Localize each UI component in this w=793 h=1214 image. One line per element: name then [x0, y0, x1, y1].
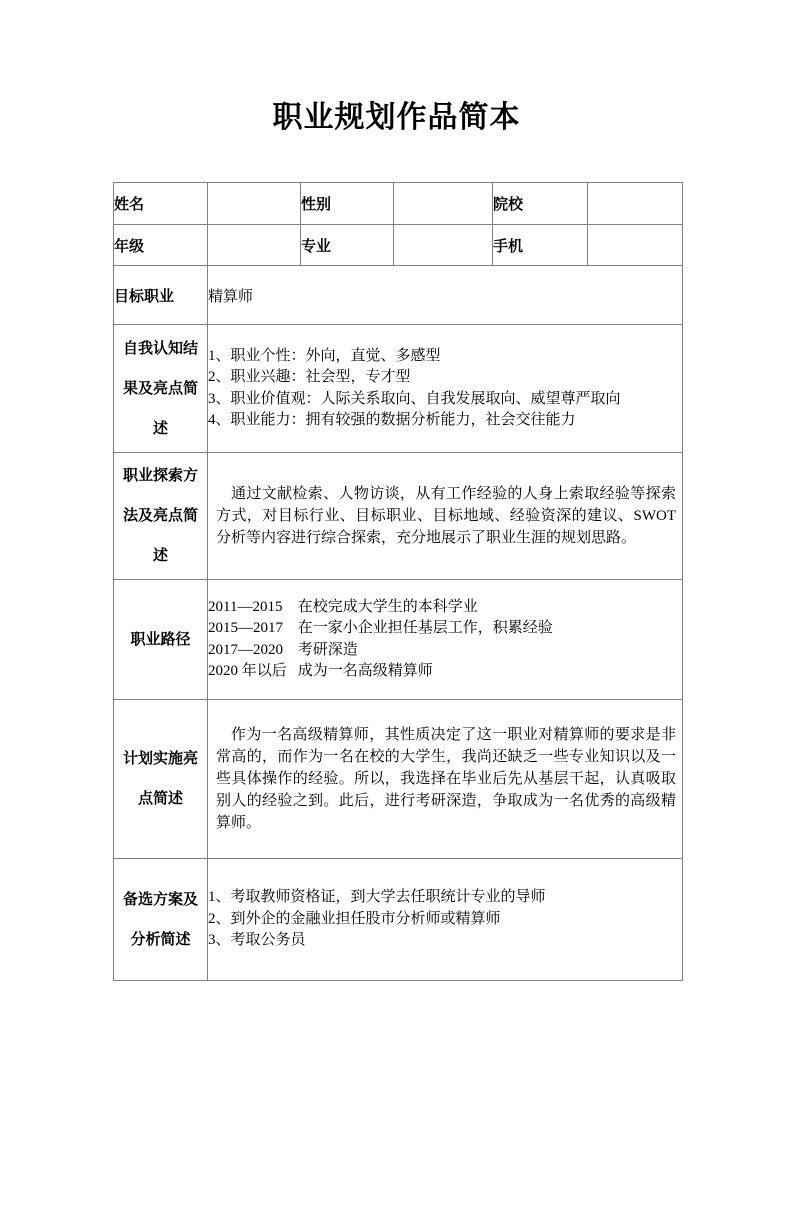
timeline-desc: 在校完成大学生的本科学业: [297, 598, 478, 615]
page-title: 职业规划作品简本: [272, 101, 521, 134]
paragraph: 通过文献检索、人物访谈，从有工作经验的人身上索取经验等探索方式，对目标行业、目标职业、目标地域、经验资深的建议、SWOT分析等内容进行综合探索，充分地展示了职业生涯的规划思路。: [216, 486, 676, 546]
name-value-cell: [208, 183, 301, 225]
career-path-content: [208, 580, 683, 700]
timeline-item: [208, 597, 682, 619]
timeline-item: [208, 618, 682, 640]
timeline-desc: 考研深造: [297, 641, 358, 658]
name-label: 姓名: [114, 183, 208, 225]
implementation-label-text: 计划实施亮点简述: [122, 751, 198, 807]
school-value-cell: [588, 183, 683, 225]
phone-value-cell: [588, 225, 683, 266]
career-path-row: [114, 580, 683, 700]
timeline-period: 2020 年以后: [208, 663, 287, 679]
school-label: 院校: [493, 183, 588, 225]
list-item: 1、考取教师资格证，到大学去任职统计专业的导师: [208, 889, 546, 906]
implementation-label: [114, 700, 208, 859]
list-item: 2、到外企的金融业担任股市分析师或精算师: [208, 910, 501, 927]
major-value-cell: [394, 225, 493, 266]
implementation-row: [114, 700, 683, 859]
info-row-2: [114, 225, 683, 266]
target-career-label: 目标职业: [114, 266, 208, 325]
major-label: 专业: [301, 225, 394, 266]
timeline-item: [208, 661, 682, 683]
alternatives-label: [114, 859, 208, 981]
list-item: 2、职业兴趣：社会型，专才型: [208, 369, 411, 385]
exploration-label: [114, 453, 208, 580]
paragraph: 作为一名高级精算师，其性质决定了这一职业对精算师的要求是非常高的，而作为一名在校的大学生，我尚还缺乏一些专业知识以及一些具体操作的经验。所以，我选择在毕业后先从基层干起，认真吸取别人的经验之到。此后，进行考研深造，争取成为一名优秀的高级精算师。: [216, 727, 676, 831]
alternatives-label-text: 备选方案及分析简述: [122, 891, 198, 948]
career-plan-table: [113, 182, 683, 981]
alternatives-row: [114, 859, 683, 981]
info-row-1: [114, 183, 683, 225]
timeline-desc: 在一家小企业担任基层工作，积累经验: [297, 620, 553, 636]
target-career-row: [114, 266, 683, 325]
career-path-label-text: 职业路径: [130, 631, 191, 648]
self-awareness-label: [114, 325, 208, 453]
alternatives-content: [208, 859, 683, 981]
grade-value-cell: [208, 225, 301, 266]
self-awareness-row: [114, 325, 683, 453]
timeline-desc: 成为一名高级精算师: [297, 663, 433, 679]
exploration-content: [208, 453, 683, 580]
timeline-period: 2015—2017: [208, 620, 283, 636]
self-awareness-label-text: 自我认知结果及亮点简述: [122, 340, 198, 437]
list-item: 3、考取公务员: [208, 932, 306, 949]
implementation-content: [208, 700, 683, 859]
timeline-period: 2017—2020: [208, 641, 283, 658]
career-path-label: [114, 580, 208, 700]
target-career-value: 精算师: [208, 266, 683, 325]
gender-value-cell: [394, 183, 493, 225]
self-awareness-content: [208, 325, 683, 453]
list-item: 1、职业个性：外向，直觉、多感型: [208, 347, 441, 364]
exploration-label-text: 职业探索方法及亮点简述: [122, 468, 198, 564]
timeline-item: [208, 640, 682, 662]
list-item: 4、职业能力：拥有较强的数据分析能力，社会交往能力: [208, 412, 576, 428]
phone-label: 手机: [493, 225, 588, 266]
list-item: 3、职业价值观：人际关系取向、自我发展取向、威望尊严取向: [208, 390, 621, 407]
exploration-row: [114, 453, 683, 580]
grade-label: 年级: [114, 225, 208, 266]
timeline-period: 2011—2015: [208, 598, 283, 615]
gender-label: 性别: [301, 183, 394, 225]
